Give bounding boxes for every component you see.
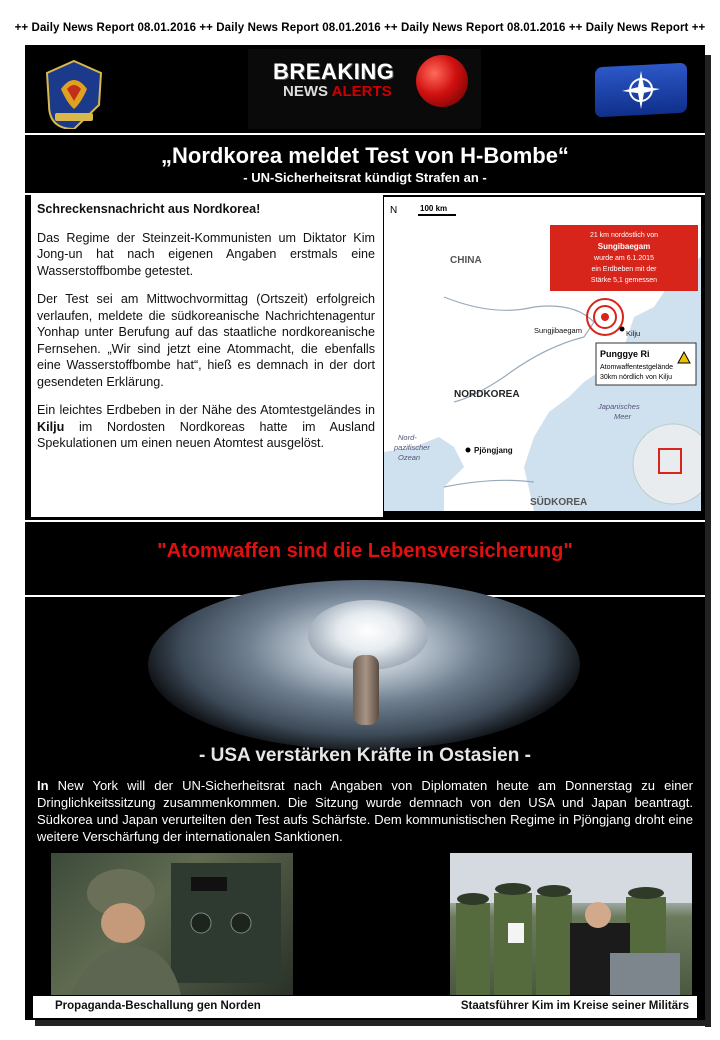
article-text-box (31, 195, 383, 517)
test-site-line: 30km nördlich von Kilju (600, 374, 672, 381)
display-panel (191, 877, 227, 891)
korea-map (384, 197, 701, 511)
soldier-radio-photo (51, 853, 293, 995)
soldier-face (101, 903, 145, 943)
label-nordkorea: NORDKOREA (454, 389, 520, 400)
caption-left: Propaganda-Beschallung gen Norden (55, 1000, 261, 1012)
callout-line: 21 km nordöstlich von (589, 232, 659, 239)
callout-line: ein Erdbeben mit der (591, 266, 657, 273)
alerts-label: ALERTS (331, 83, 392, 100)
caption-right: Staatsführer Kim im Kreise seiner Militärs (460, 1000, 689, 1012)
article-2-body (37, 777, 693, 845)
body-lead-bold: In (37, 778, 49, 793)
kilju-dot (620, 327, 625, 332)
label-ocean: Nord- (398, 433, 417, 442)
pjoengjang-dot (466, 448, 471, 453)
kilju-bold: Kilju (37, 419, 65, 434)
paragraph: Das Regime der Steinzeit-Kommunisten um Diktator Kim Jong-un hat nach eigenen Angaben erstmals eine Wasserstoffbombe getestet. (37, 230, 375, 278)
nato-flag-icon (595, 63, 687, 118)
dial-knob (231, 913, 251, 933)
breaking-news-logo (248, 49, 481, 129)
callout-line: Stärke 5,1 gemessen (590, 277, 658, 284)
divider (25, 520, 705, 522)
news-alerts-label (283, 83, 392, 100)
globe-icon (416, 55, 468, 107)
photo-caption-bar (33, 996, 697, 1018)
mushroom-cloud-stem (353, 655, 379, 725)
label-sungjibaegam: Sungjibaegam (534, 326, 582, 335)
body-text: New York will der UN-Sicherheitsrat nach Angaben von Diplomaten heute am Donnerstag zu einer Dringlichkeitssitzung zusammenkommen. Die Sitzung wurde demnach von den USA und Japan beantragt. Südkorea und Japan verurteilten den Test aufs Schärfste. Dem kommunistischen Regime in Pjöngjang droht eine weitere Verschärfung der internationalen Sanktionen. (37, 778, 693, 844)
callout-line: Sungibaegam (597, 242, 651, 251)
page-shadow-right (705, 55, 711, 1027)
subheadline-2: - USA verstärken Kräfte in Ostasien - (199, 745, 531, 766)
paragraph (37, 402, 375, 452)
desk-equipment (610, 953, 680, 995)
notepad (508, 923, 524, 943)
kim-military-photo (450, 853, 692, 995)
label-japan-sea: Japanisches (598, 402, 640, 411)
label-kilju: Kilju (626, 329, 641, 338)
nato-star-icon (595, 63, 687, 118)
unit-emblem (43, 59, 105, 129)
subheadline: - UN-Sicherheitsrat kündigt Strafen an - (243, 170, 487, 185)
kim-face (585, 902, 611, 928)
news-ticker: ++ Daily News Report 08.01.2016 ++ Daily News Report 08.01.2016 ++ Daily News Report 08.01.2016 ++ Daily News Report ++ (14, 22, 706, 34)
dial-knob (191, 913, 211, 933)
label-pjoengjang: Pjöngjang (474, 446, 513, 455)
soldier-uniform (71, 945, 181, 995)
label-ocean: pazifischer (394, 443, 430, 452)
label-china: CHINA (450, 255, 482, 266)
headline: „Nordkorea meldet Test von H-Bombe“ (161, 143, 569, 168)
paragraph-text: Ein leichtes Erdbeben in der Nähe des Atomtestgeländes in (37, 403, 375, 417)
north-arrow: N (390, 205, 398, 216)
paragraph: Der Test sei am Mittwochvormittag (Ortszeit) erfolgreich verlaufen, meldete die südkoreanische Nachrichtenagentur Yonhap unter Berufung auf das staatliche nordkoreanische Fernsehen. „Wir sind jetzt eine Atommacht, die ebenfalls eine Wasserstoffbombe hat“, hieß es demnach in der dort gesendeten Erklärung. (37, 292, 375, 389)
news-label: NEWS (283, 83, 328, 100)
breaking-label: BREAKING (273, 59, 395, 84)
scale-label: 100 km (420, 204, 448, 213)
lead-sentence: Schreckensnachricht aus Nordkorea! (37, 202, 261, 216)
quake-epicenter (601, 313, 609, 321)
newsletter-page (25, 45, 705, 1020)
label-suedkorea: SÜDKOREA (530, 497, 588, 508)
label-japan-sea: Meer (614, 412, 632, 421)
divider (25, 133, 705, 135)
page-shadow-bottom (35, 1020, 711, 1026)
quote-headline: "Atomwaffen sind die Lebensversicherung" (157, 540, 573, 562)
test-site-title: Punggye Ri (600, 349, 650, 359)
paragraph-text: im Nordosten Nordkoreas hatte im Ausland Spekulationen um einen neuen Atomtest ausgelöst. (37, 419, 375, 450)
callout-line: wurde am 6.1.2015 (594, 255, 654, 262)
test-site-line: Atomwaffentestgelände (600, 364, 674, 371)
label-ocean: Ozean (398, 453, 421, 462)
